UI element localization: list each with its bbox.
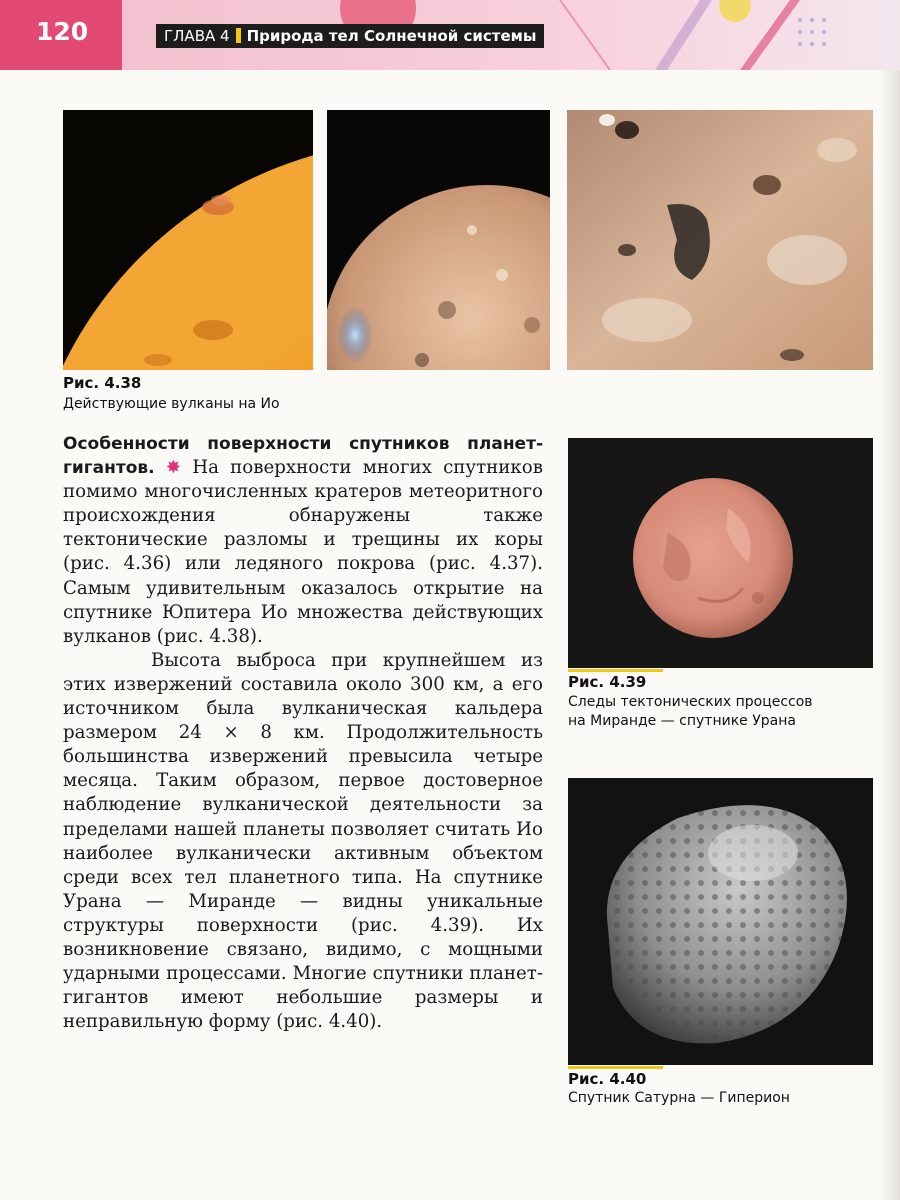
figure-number-4-40: Рис. 4.40 xyxy=(568,1070,647,1088)
page-edge-shadow xyxy=(878,70,900,1200)
figure-caption-4-39-line2: на Миранде — спутнике Урана xyxy=(568,713,796,729)
chapter-separator xyxy=(236,28,241,43)
chapter-banner xyxy=(156,24,544,48)
body-text xyxy=(63,432,543,1034)
section-heading: Особенности поверхности спутников планет-гигантов. xyxy=(63,434,543,479)
page-number: 120 xyxy=(0,0,122,70)
miranda-photo xyxy=(568,438,873,668)
io-globe-photo xyxy=(327,110,550,370)
figure-number-4-39: Рис. 4.39 xyxy=(568,673,647,691)
paragraph-1 xyxy=(63,432,543,649)
io-surface-photo xyxy=(567,110,873,370)
figure-number-4-38: Рис. 4.38 xyxy=(63,374,142,392)
figure-caption-4-39-line1: Следы тектонических процессов xyxy=(568,694,813,710)
figure-caption-4-40: Спутник Сатурна — Гиперион xyxy=(568,1090,790,1106)
paragraph-1-text: На поверхности многих спутников помимо многочисленных кратеров метеоритного происхождения обнаружены также тектонические разломы и трещины их коры (рис. 4.36) или ледяного покрова (рис. 4.37). Самым удивительным оказалось открытие на спутнике Юпитера Ио множества действующих вулканов (рис. 4.38). xyxy=(63,457,543,647)
page-header xyxy=(0,0,900,70)
io-volcano-limb-photo xyxy=(63,110,313,370)
paragraph-2: Высота выброса при крупнейшем из этих извержений составила около 300 км, а его источником была вулканическая кальдера размером 24 × 8 км. Продолжительность большинства извержений превысила четыре месяца. Таким образом, первое достоверное наблюдение вулканической деятельности за пределами нашей планеты позволяет считать Ио наиболее вулканически активным объектом среди всех тел планетного типа. На спутнике Урана — Миранде — видны уникальные структуры поверхности (рис. 4.39). Их возникновение связано, видимо, с мощными ударными процессами. Многие спутники планет-гигантов имеют небольшие размеры и неправильную форму (рис. 4.40). xyxy=(63,649,543,1033)
chapter-label: ГЛАВА 4 xyxy=(164,27,230,45)
chapter-title: Природа тел Солнечной системы xyxy=(246,27,537,45)
figure-caption-4-38: Действующие вулканы на Ио xyxy=(63,396,280,412)
figure-4-40-rule xyxy=(568,1066,663,1069)
figure-4-39-rule xyxy=(568,669,663,672)
star-marker-icon: ✸ xyxy=(165,457,181,479)
hyperion-photo xyxy=(568,778,873,1065)
